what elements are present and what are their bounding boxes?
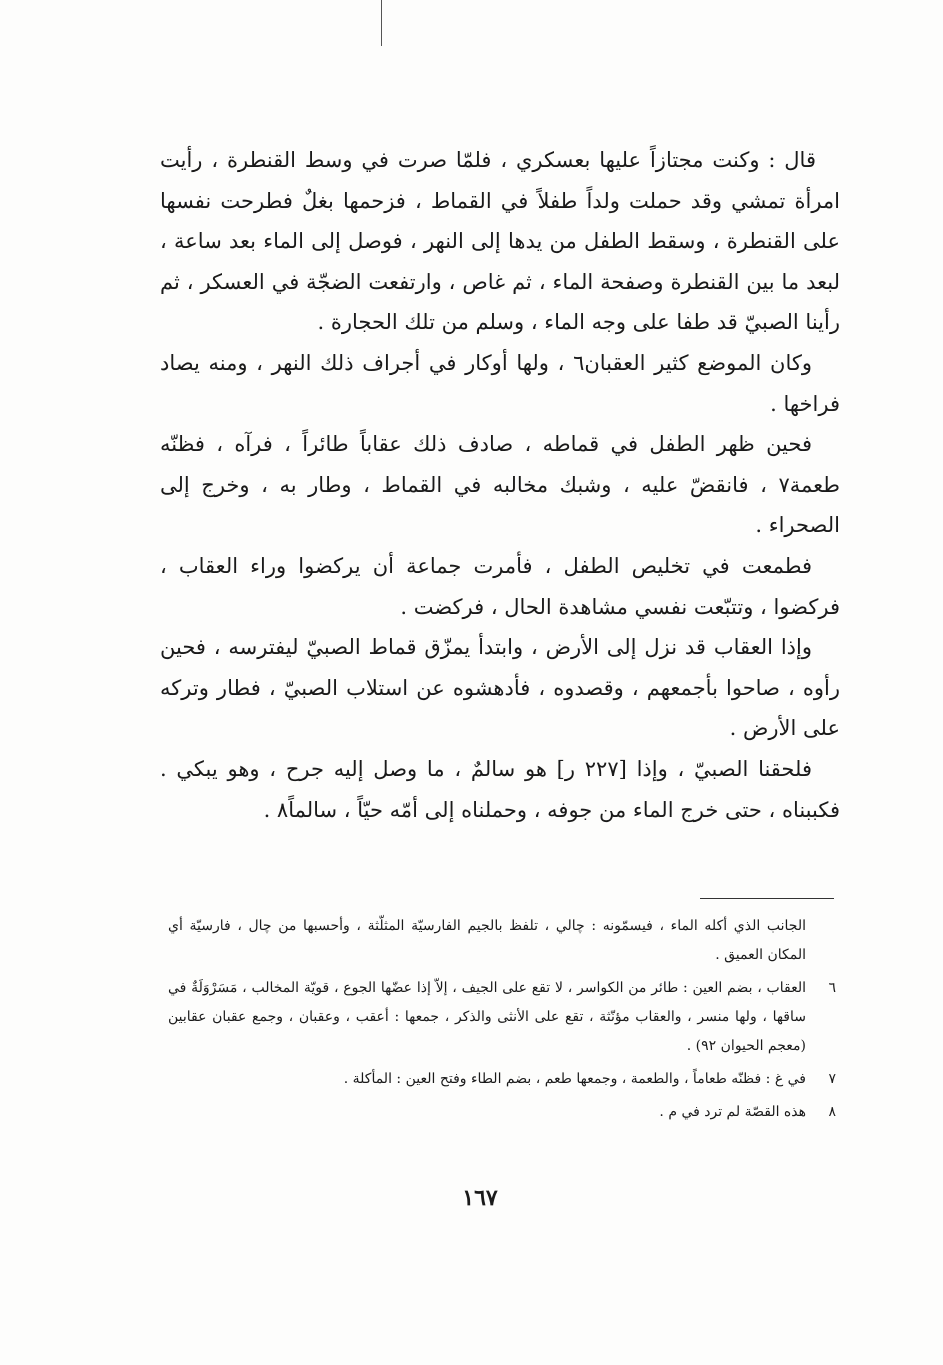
paragraph-1: قال : وكنت مجتازاً عليها بعسكري ، فلمّا صرت في وسط القنطرة ، رأيت امرأة تمشي وقد حملت ولداً طفلاً في القماط ، فزحمها بغلٌ فطرحت نفسها على القنطرة ، وسقط الطفل من يدها إلى النهر ، فوصل إلى الماء بعد ساعة ، لبعد ما بين القنطرة وصفحة الماء ، ثم غاص ، وارتفعت الضجّة في العسكر ، ثم رأينا الصبيّ قد طفا على وجه الماء ، وسلم من تلك الحجارة .: [160, 148, 840, 335]
paragraph-4: فطمعت في تخليص الطفل ، فأمرت جماعة أن يركضوا وراء العقاب ، فركضوا ، وتتبّعت نفسي مشاهدة الحال ، فركضت .: [160, 553, 840, 619]
footnote-text: هذه القصّة لم ترد في م .: [659, 1104, 806, 1120]
main-text: [160, 140, 840, 830]
footnote-continued: [168, 912, 836, 970]
paragraph-5: وإذا العقاب قد نزل إلى الأرض ، وابتدأ يمزّق قماط الصبيّ ليفترسه ، فحين رأوه ، صاحوا بأجمعهم ، وقصدوه ، فأدهشوه عن استلاب الصبيّ ، فطار وتركه على الأرض .: [160, 635, 840, 741]
paragraph-2: وكان الموضع كثير العقبان٦ ، ولها أوكار في أجراف ذلك النهر ، ومنه يصاد فراخها .: [160, 350, 840, 416]
footnote-number: ٧: [828, 1071, 836, 1087]
footnote-number: [806, 912, 836, 970]
paragraph-6: فلحقنا الصبيّ ، وإذا [٢٢٧ ر] هو سالمٌ ، ما وصل إليه جرح ، وهو يبكي . فكببناه ، حتى خرج الماء من جوفه ، وحملناه إلى أمّه حيّاً ، سالماً٨ .: [160, 756, 840, 822]
footnote-7: [168, 1065, 836, 1094]
footnote-number: ٦: [828, 980, 836, 996]
footnote-rule: [700, 898, 834, 899]
paragraph-3: فحين ظهر الطفل في قماطه ، صادف ذلك عقاباً طائراً ، فرآه ، فظنّه طعمة٧ ، فانقضّ عليه ، وشبك مخالبه في القماط ، وطار به ، وخرج إلى الصحراء .: [160, 432, 840, 538]
footnote-text: في غ : فظنّه طعاماً ، والطعمة ، وجمعها طعم ، بضم الطاء وفتح العين : المأكلة .: [343, 1071, 806, 1087]
footnote-number: ٨: [828, 1104, 836, 1120]
footnote-text: العقاب ، بضم العين : طائر من الكواسر ، لا تقع على الجيف ، إلاّ إذا عضّها الجوع ، قويّة المخالب ، مَسَرْوَلَةٌ في ساقها ، ولها منسر ، والعقاب مؤنّثة ، تقع على الأنثى والذكر ، جمعها : أعقب ، وعقبان ، وجمع عقبان عقابين (معجم الحيوان ٩٢) .: [168, 980, 806, 1054]
footnotes: [168, 912, 836, 1127]
page-number: ١٦٧: [462, 1185, 498, 1211]
footnote-text: الجانب الذي أكله الماء ، فيسمّونه : چالي ، تلفظ بالجيم الفارسيّة المثلّثة ، وأحسبها من چال ، فارسيّة أي المكان العميق .: [168, 918, 806, 963]
gutter-line: [381, 0, 382, 46]
footnote-8: [168, 1098, 836, 1127]
footnote-6: [168, 974, 836, 1061]
